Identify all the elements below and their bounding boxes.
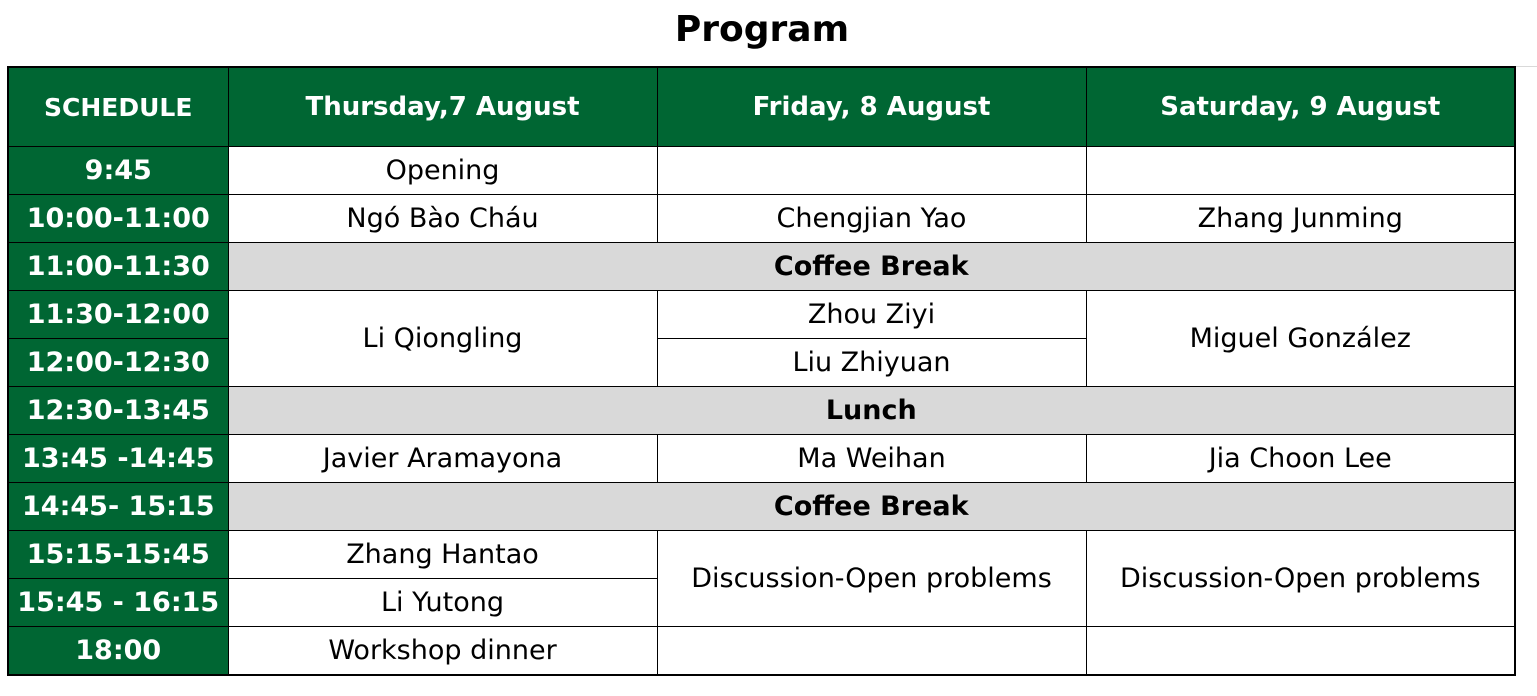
break-cell: Lunch	[228, 387, 1515, 435]
session-cell-friday: Liu Zhiyuan	[657, 339, 1086, 387]
time-cell: 13:45 -14:45	[8, 435, 228, 483]
session-cell-saturday	[1086, 147, 1515, 195]
time-cell: 11:00-11:30	[8, 243, 228, 291]
session-cell-friday	[657, 627, 1086, 676]
session-cell-friday: Zhou Ziyi	[657, 291, 1086, 339]
break-cell: Coffee Break	[228, 243, 1515, 291]
session-cell-thursday: Opening	[228, 147, 657, 195]
header-row	[8, 67, 1515, 147]
time-cell: 14:45- 15:15	[8, 483, 228, 531]
schedule-header: SCHEDULE	[8, 67, 228, 147]
time-cell: 18:00	[8, 627, 228, 676]
session-cell-thursday: Li Qiongling	[228, 291, 657, 387]
day-header-saturday: Saturday, 9 August	[1086, 67, 1515, 147]
session-cell-saturday	[1086, 627, 1515, 676]
table-row	[8, 195, 1515, 243]
day-header-friday: Friday, 8 August	[657, 67, 1086, 147]
page-title: Program	[674, 9, 850, 50]
session-cell-friday: Ma Weihan	[657, 435, 1086, 483]
session-cell-thursday: Ngó Bào Cháu	[228, 195, 657, 243]
session-cell-friday: Discussion-Open problems	[657, 531, 1086, 627]
time-cell: 15:45 - 16:15	[8, 579, 228, 627]
session-cell-friday	[657, 147, 1086, 195]
time-cell: 9:45	[8, 147, 228, 195]
time-cell: 11:30-12:00	[8, 291, 228, 339]
session-cell-thursday: Zhang Hantao	[228, 531, 657, 579]
session-cell-saturday: Discussion-Open problems	[1086, 531, 1515, 627]
session-cell-thursday: Li Yutong	[228, 579, 657, 627]
session-cell-saturday: Miguel González	[1086, 291, 1515, 387]
table-row	[8, 243, 1515, 291]
time-cell: 12:00-12:30	[8, 339, 228, 387]
session-cell-saturday: Jia Choon Lee	[1086, 435, 1515, 483]
time-cell: 15:15-15:45	[8, 531, 228, 579]
table-row	[8, 147, 1515, 195]
break-cell: Coffee Break	[228, 483, 1515, 531]
program-table	[7, 66, 1516, 676]
table-row	[8, 387, 1515, 435]
session-cell-thursday: Javier Aramayona	[228, 435, 657, 483]
table-row	[8, 291, 1515, 339]
divider	[1516, 66, 1537, 67]
table-row	[8, 531, 1515, 579]
time-cell: 12:30-13:45	[8, 387, 228, 435]
table-row	[8, 627, 1515, 676]
time-cell: 10:00-11:00	[8, 195, 228, 243]
day-header-thursday: Thursday,7 August	[228, 67, 657, 147]
table-row	[8, 435, 1515, 483]
table-row	[8, 483, 1515, 531]
session-cell-friday: Chengjian Yao	[657, 195, 1086, 243]
session-cell-saturday: Zhang Junming	[1086, 195, 1515, 243]
session-cell-thursday: Workshop dinner	[228, 627, 657, 676]
